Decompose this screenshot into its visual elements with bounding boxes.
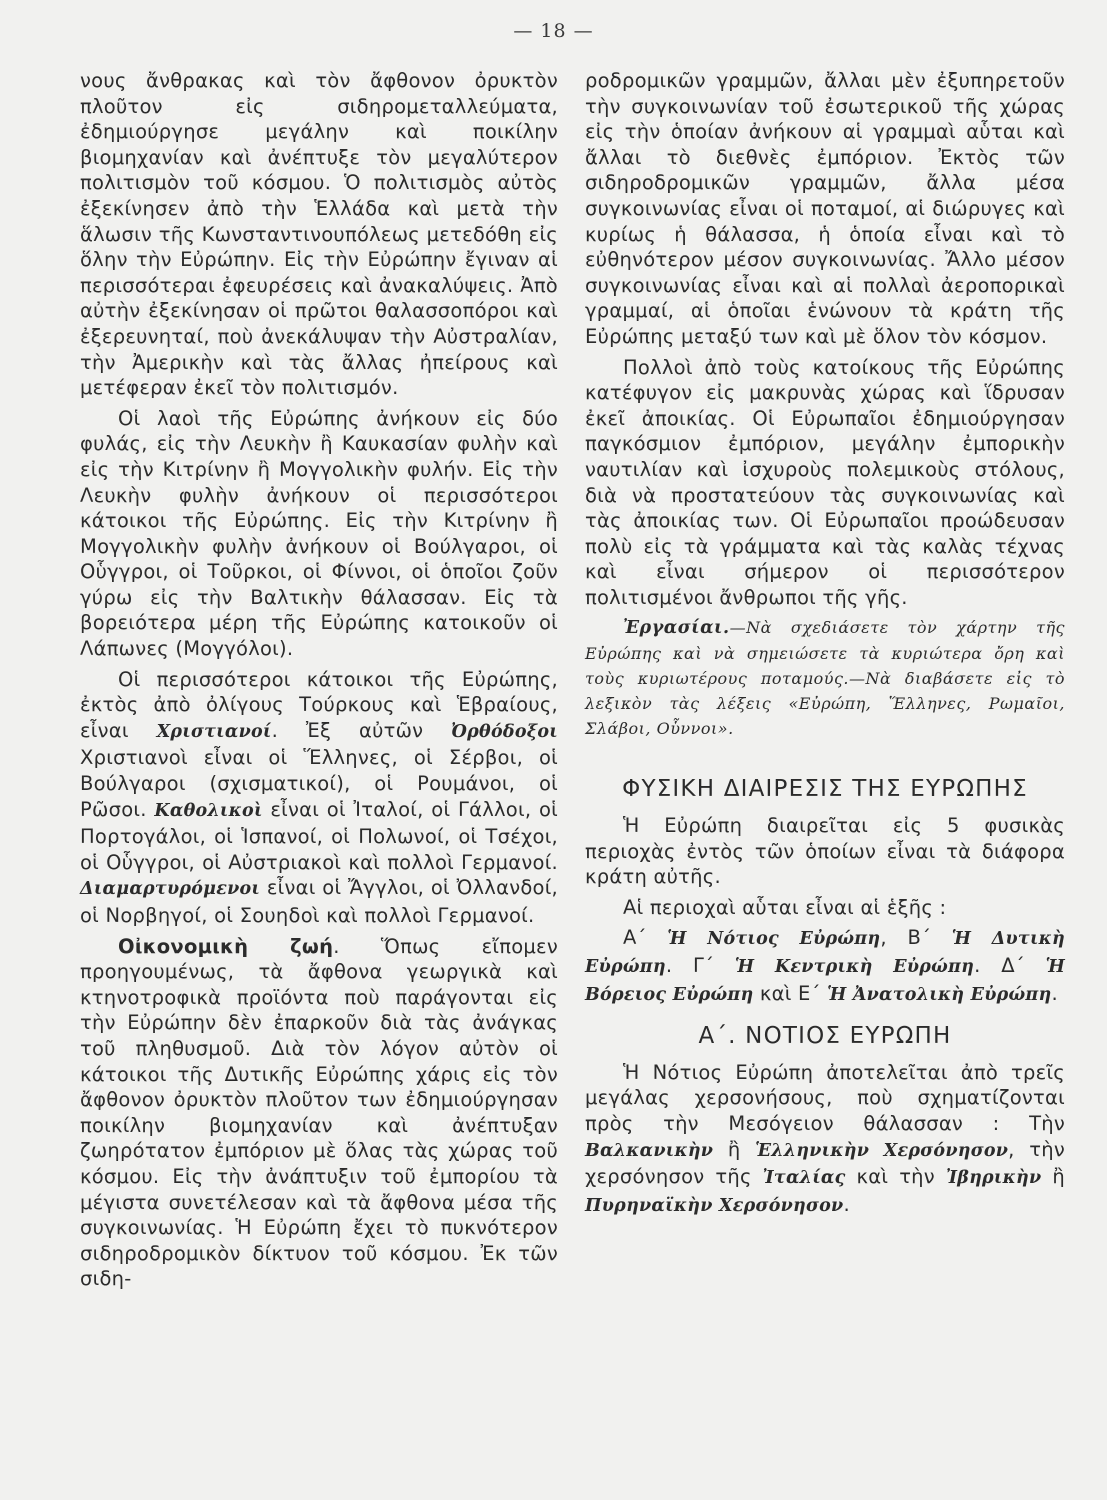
term-christianoi: Χριστιανοί	[156, 721, 272, 742]
right-column	[585, 68, 1065, 1224]
text: καὶ Ε΄	[753, 981, 828, 1005]
paragraph-transport: ροδρομικῶν γραμμῶν, ἄλλαι μὲν ἐξυπηρετοῦν τὴν συγκοινωνίαν τοῦ ἐσωτερικοῦ τῆς χώρας εἰς τὴν ὁποίαν ἀνήκουν αἱ γραμμαὶ αὗται καὶ ἄλλαι τὸ διεθνὲς ἐμπόριον. Ἐκτὸς τῶν σιδηροδρομικῶν γραμμῶν, ἄλλα μέσα συγκοινωνίας εἶναι οἱ ποταμοί, αἱ διώρυγες καὶ κυρίως ἡ θάλασσα, ἡ ὁποία εἶναι καὶ τὸ εὐθηνότερον μέσον συγκοινωνίας. Ἄλλο μέσον συγκοινωνίας εἶναι καὶ αἱ πολλαὶ ἀεροπορικαὶ γραμμαί, αἱ ὁποῖαι ἑνώνουν τὰ κράτη τῆς Εὐρώπης μεταξύ των καὶ μὲ ὅλον τὸν κόσμον.	[585, 69, 1065, 348]
text: .	[843, 1192, 850, 1216]
text: . Δ΄	[974, 954, 1046, 978]
text: . Γ΄	[665, 954, 735, 978]
paragraph-colonies: Πολλοὶ ἀπὸ τοὺς κατοίκους τῆς Εὐρώπης κατέφυγον εἰς μακρυνὰς χώρας καὶ ἵδρυσαν ἐκεῖ ἀποικίας. Οἱ Εὐρωπαῖοι ἐδημιούργησαν παγκόσμιον ἐμπόριον, μεγάλην ἐμπορικὴν ναυτιλίαν καὶ ἰσχυροὺς πολεμικοὺς στόλους, διὰ νὰ προστατεύουν τὰς συγκοινωνίας καὶ τὰς ἀποικίας των. Οἱ Εὐρωπαῖοι προώδευσαν πολὺ εἰς τὰ γράμματα καὶ τὰς καλὰς τέχνας καὶ εἶναι σήμερον οἱ περισσότερον πολιτισμένοι ἄνθρωποι τῆς γῆς.	[585, 355, 1065, 609]
text: Οἱ περισσότεροι κάτοικοι τῆς Εὐρώπης, ἐκτὸς ἀπὸ ὀλίγους Τούρκους καὶ Ἑβραίους, εἶναι	[80, 667, 558, 742]
text: Χριστιανοὶ εἶναι οἱ Ἕλληνες, οἱ Σέρβοι, οἱ Βούλγαροι (σχισματικοί), οἱ Ρουμάνοι, οἱ Ρῶσοι.	[80, 746, 558, 821]
region-east: Ἡ Ἀνατολικὴ Εὐρώπη	[827, 984, 1052, 1005]
text: .	[1051, 981, 1058, 1005]
region-north: Ἡ Βόρειος Εὐρώπη	[585, 957, 1065, 1005]
exercises-text: —Νὰ σχεδιάσετε τὸν χάρτην τῆς Εὐρώπης καὶ νὰ σημειώσετε τὰ κυριώτερα ὄρη καὶ τοὺς κυριωτέρους ποταμούς.—Νὰ διαβάσετε εἰς τὸ λεξικὸν τὰς λέξεις «Εὐρώπη, Ἕλληνες, Ρωμαῖοι, Σλάβοι, Οὗννοι».	[585, 618, 1065, 739]
text: καὶ τὴν	[845, 1165, 946, 1189]
text: , Β΄	[880, 926, 952, 950]
paragraph-civilization: νους ἄνθρακας καὶ τὸν ἄφθονον ὀρυκτὸν πλοῦτον εἰς σιδηρομεταλλεύματα, ἐδημιούργησε μεγάλην καὶ ποικίλην βιομηχανίαν καὶ ἀνέπτυξε τὸν μεγαλύτερον πολιτισμὸν τοῦ κόσμου. Ὁ πολιτισμὸς αὐτὸς ἐξεκίνησεν ἀπὸ τὴν Ἑλλάδα καὶ μετὰ τὴν ἅλωσιν τῆς Κωνσταντινουπόλεως μετεδόθη εἰς ὅλην τὴν Εὐρώπην. Εἰς τὴν Εὐρώπην ἔγιναν αἱ περισσότεραι ἐφευρέσεις καὶ ἀνακαλύψεις. Ἀπὸ αὐτὴν ἐξεκίνησαν οἱ πρῶτοι θαλασσοπόροι καὶ ἐξερευνηταί, ποὺ ἀνεκάλυψαν τὴν Αὐστραλίαν, τὴν Ἀμερικὴν καὶ τὰς ἄλλας ἠπείρους καὶ μετέφεραν ἐκεῖ τὸν πολιτισμόν.	[80, 69, 558, 400]
paragraph-south-europe	[585, 1060, 1065, 1220]
term-iberian: Ἰβηρικὴν	[945, 1168, 1042, 1189]
paragraph-races: Οἱ λαοὶ τῆς Εὐρώπης ἀνήκουν εἰς δύο φυλάς, εἰς τὴν Λευκὴν ἢ Καυκασίαν φυλὴν καὶ εἰς τὴν Κιτρίνην ἢ Μογγολικὴν φυλήν. Εἰς τὴν Λευκὴν φυλὴν ἀνήκουν οἱ περισσότεροι κάτοικοι τῆς Εὐρώπης. Εἰς τὴν Κιτρίνην ἢ Μογγολικὴν φυλὴν ἀνήκουν οἱ Βούλγαροι, οἱ Οὗγγροι, οἱ Τοῦρκοι, οἱ Φίννοι, οἱ ὁποῖοι ζοῦν γύρω εἰς τὴν Βαλτικὴν θάλασσαν. Εἰς τὰ βορειότερα μέρη τῆς Εὐρώπης κατοικοῦν οἱ Λάπωνες (Μογγόλοι).	[80, 406, 558, 661]
heading-physical-division: ΦΥΣΙΚΗ ΔΙΑΙΡΕΣΙΣ ΤΗΣ ΕΥΡΩΠΗΣ	[622, 776, 1028, 803]
text: , τὴν χερσόνησον τῆς	[585, 1137, 1065, 1189]
term-diamartyromenoi: Διαμαρτυρόμενοι	[80, 879, 261, 900]
text: ἢ	[713, 1137, 756, 1161]
term-italy: Ἰταλίας	[762, 1168, 846, 1189]
text: Ἡ Νότιος Εὐρώπη ἀποτελεῖται ἀπὸ τρεῖς μεγάλας χερσονήσους, ποὺ σχηματίζονται πρὸς τὴν Μεσόγειον θάλασσαν : Τὴν	[585, 1060, 1065, 1135]
text: ἢ	[1041, 1165, 1065, 1189]
paragraph-regions-list	[585, 925, 1065, 1008]
text: Α΄	[623, 926, 668, 950]
exercises-label: Ἐργασίαι.	[623, 618, 730, 639]
region-south: Ἡ Νότιος Εὐρώπη	[667, 929, 881, 950]
term-hellenic: Ἑλληνικὴν Χερσόνησον	[755, 1140, 1009, 1161]
text: . Ἐξ αὐτῶν	[271, 718, 452, 742]
term-orthodoxoi: Ὀρθόδοξοι	[451, 721, 558, 742]
paragraph-religions	[80, 667, 558, 929]
text: . Ὅπως εἴπομεν προηγουμένως, τὰ ἄφθονα γεωργικὰ καὶ κτηνοτροφικὰ προϊόντα ποὺ παράγονται εἰς τὴν Εὐρώπην δὲν ἐπαρκοῦν διὰ τὰς ἀνάγκας τοῦ πληθυσμοῦ. Διὰ τὸν λόγον αὐτὸν οἱ κάτοικοι τῆς Δυτικῆς Εὐρώπης χάρις εἰς τὸν ἄφθονον ὀρυκτὸν πλοῦτον των ἐδημιούργησαν ποικίλην βιομηχανίαν καὶ ἀνέπτυξαν ζωηρότατον ἐμπόριον μὲ ὅλας τὰς χώρας τοῦ κόσμου. Εἰς τὴν ἀνάπτυξιν τοῦ ἐμπορίου τὰ μέγιστα συνετέλεσαν καὶ τὰ ἄφθονα μέσα τῆς συγκοινωνίας. Ἡ Εὐρώπη ἔχει τὸ πυκνότερον σιδηροδρομικὸν δίκτυον τοῦ κόσμου. Ἐκ τῶν σιδη-	[80, 934, 558, 1291]
left-column	[80, 68, 558, 1297]
paragraph-division: Ἡ Εὐρώπη διαιρεῖται εἰς 5 φυσικὰς περιοχὰς ἐντὸς τῶν ὁποίων εἶναι τὰ διάφορα κράτη αὐτῆς.	[585, 814, 1065, 889]
section-title-economy: Οἰκονομικὴ ζωή	[118, 934, 334, 958]
term-balkan: Βαλκανικὴν	[585, 1140, 714, 1161]
text: εἶναι οἱ Ἄγγλοι, οἱ Ὀλλανδοί, οἱ Νορβηγοί, οἱ Σουηδοὶ καὶ πολλοὶ Γερμανοί.	[80, 876, 558, 927]
exercises	[585, 615, 1065, 741]
paragraph-regions-intro: Αἱ περιοχαὶ αὗται εἶναι αἱ ἑξῆς :	[623, 895, 947, 919]
term-pyrenean: Πυρηναϊκὴν Χερσόνησον	[585, 1195, 844, 1216]
heading-south-europe: Α΄. ΝΟΤΙΟΣ ΕΥΡΩΠΗ	[698, 1023, 952, 1050]
term-katholikoi: Καθολικοὶ	[154, 800, 263, 821]
region-central: Ἡ Κεντρικὴ Εὐρώπη	[734, 957, 975, 978]
text: εἶναι οἱ Ἰταλοί, οἱ Γάλλοι, οἱ Πορτογάλοι, οἱ Ἱσπανοί, οἱ Πολωνοί, οἱ Τσέχοι, οἱ Οὗγγροι, οἱ Αὐστριακοὶ καὶ πολλοὶ Γερμανοί.	[80, 797, 559, 874]
paragraph-economy	[80, 934, 558, 1292]
region-west: Ἡ Δυτικὴ Εὐρώπη	[585, 929, 1066, 978]
page-number: — 18 —	[513, 20, 594, 42]
